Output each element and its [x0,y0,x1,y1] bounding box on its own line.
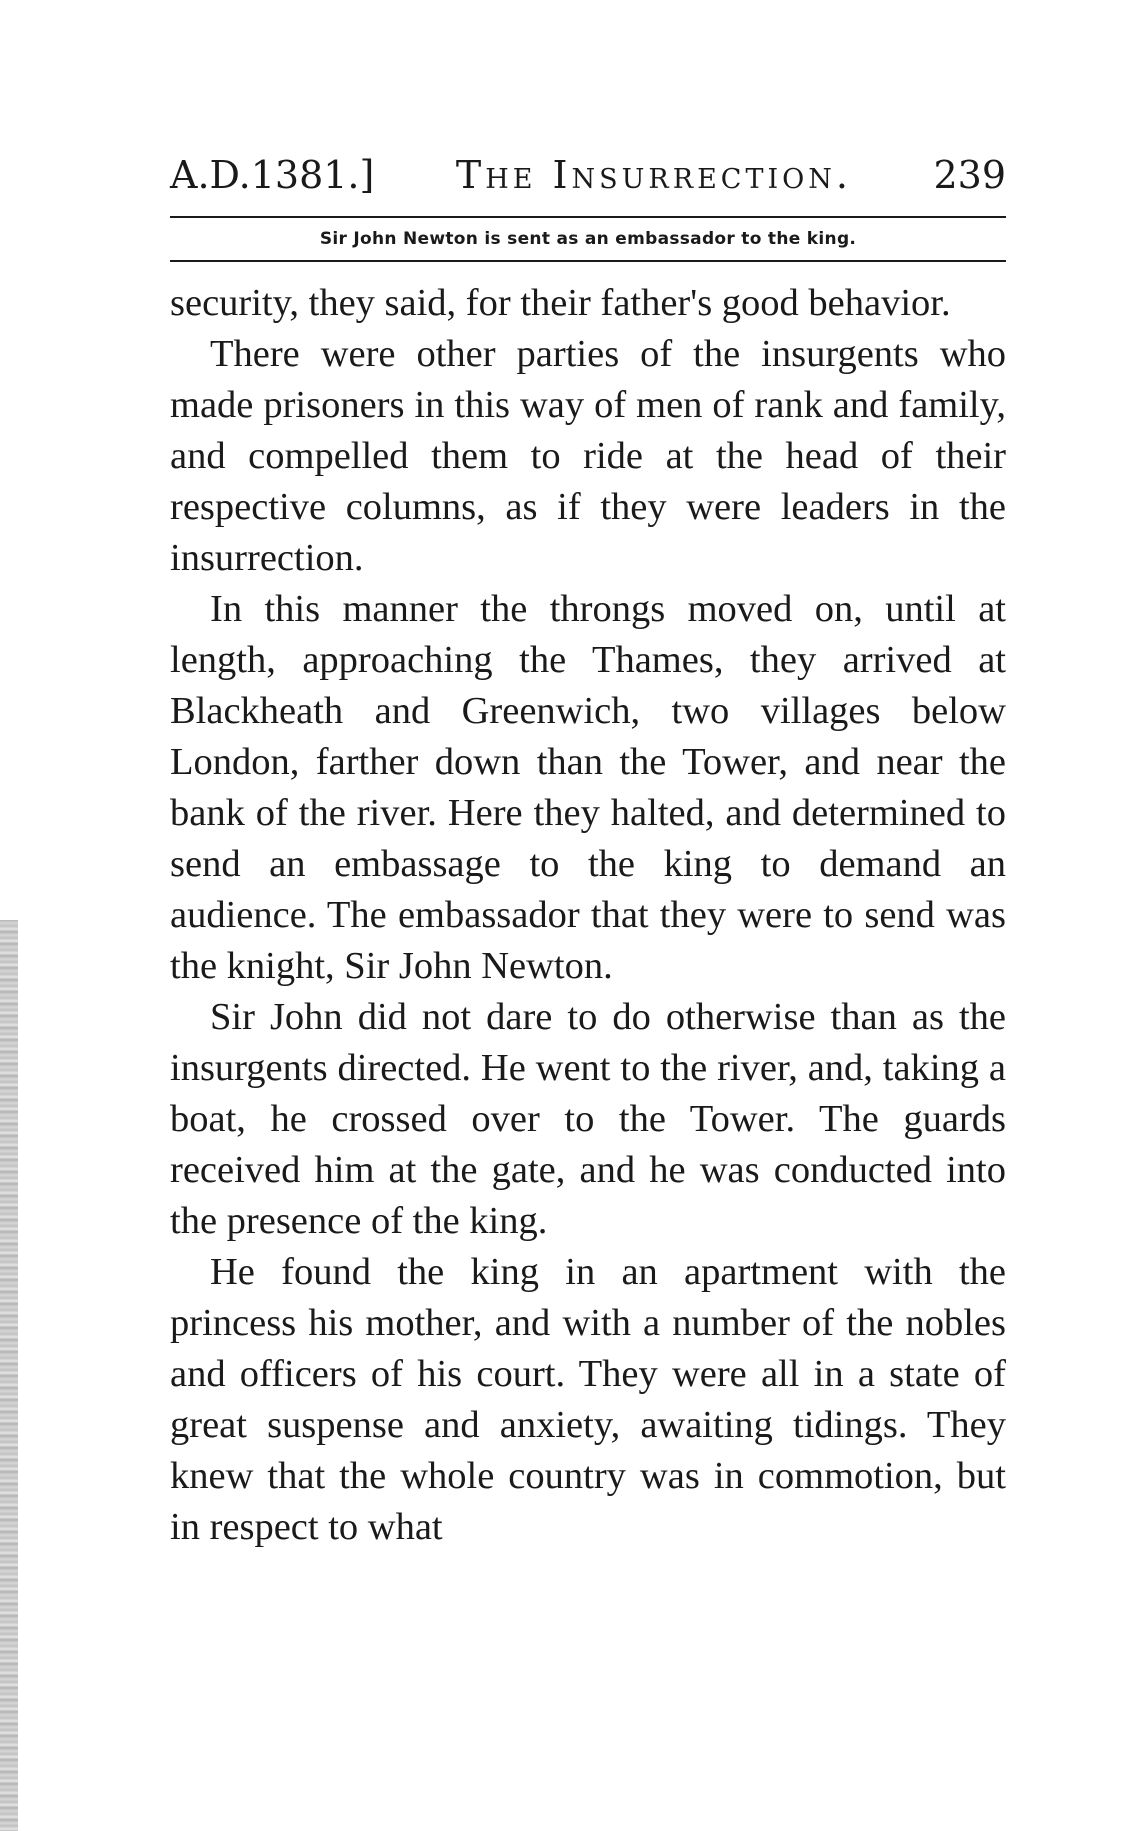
paragraph: Sir John did not dare to do otherwise than as the insurgents directed. He went to the river, and, taking a boat, he crossed over to the Tower. The guards received him at the gate, and he was conducted into the presence of the king. [170,996,1006,1242]
running-head [170,150,1006,216]
page-number: 239 [933,153,1006,197]
body-text [170,278,1006,1553]
paragraph: He found the king in an apartment with the princess his mother, and with a number of the nobles and officers of his court. They were all in a state of great suspense and anxiety, awaiting tidings. They knew that the whole country was in commotion, but in respect to what [170,1251,1006,1548]
book-page [170,150,1006,1553]
paragraph: In this manner the throngs moved on, until at length, approaching the Thames, they arrived at Blackheath and Greenwich, two villages below London, farther down than the Tower, and near the bank of the river. Here they halted, and determined to send an embassage to the king to demand an audience. The embassador that they were to send was the knight, Sir John Newton. [170,588,1006,987]
scan-edge-shadow [0,920,18,1831]
page-summary-line: Sir John Newton is sent as an embassador to the king. [319,229,857,249]
header-date: A.D.1381.] [170,153,375,197]
paragraph: There were other parties of the insurgents who made prisoners in this way of men of rank and family, and compelled them to ride at the head of their respective columns, as if they were leaders in the insurrection. [170,333,1006,579]
paragraph: security, they said, for their father's good behavior. [170,282,951,324]
header-title: The Insurrection. [455,153,852,197]
header-rule-bottom [170,260,1006,262]
